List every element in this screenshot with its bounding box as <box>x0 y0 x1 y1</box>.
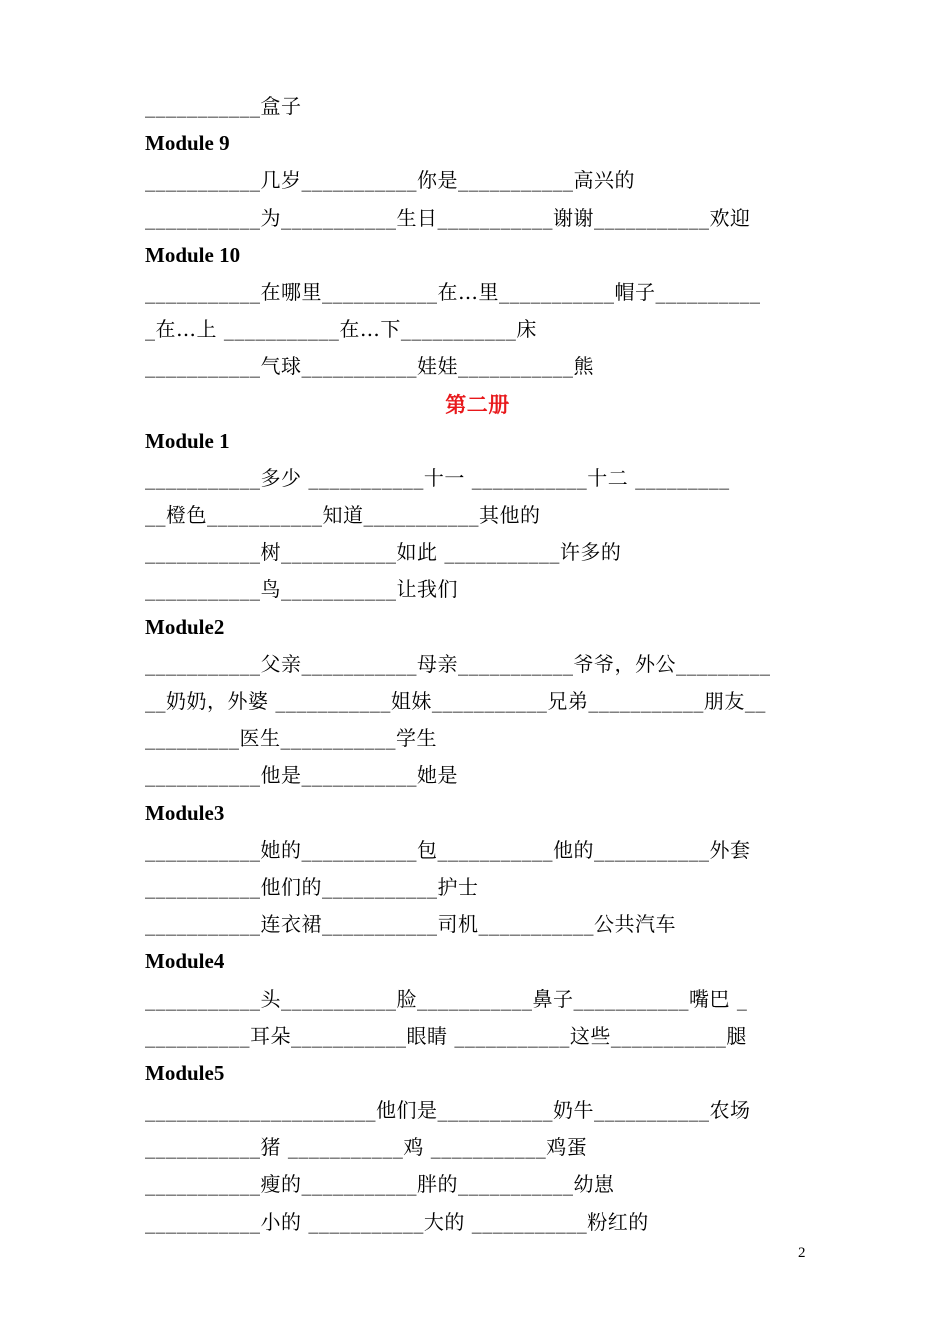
vocab-line: ___________气球___________娃娃___________熊 <box>145 354 594 379</box>
vocab-line: ___________瘦的___________胖的___________幼崽 <box>145 1172 615 1197</box>
module-heading: Module 10 <box>145 242 241 267</box>
vocab-line: ___________树___________如此 ___________许多的 <box>145 540 622 565</box>
vocab-line: ___________连衣裙___________司机___________公共汽车 <box>145 912 676 937</box>
module-heading: Module 9 <box>145 131 230 156</box>
vocab-line: ___________父亲___________母亲___________爷爷，外公_________ <box>145 651 771 676</box>
vocab-line: ___________他们的___________护士 <box>145 874 479 899</box>
section-title: 第二册 <box>445 391 510 417</box>
module-heading: Module5 <box>145 1060 225 1085</box>
vocab-line: __奶奶，外婆 ___________姐妹___________兄弟___________朋友__ <box>145 689 766 713</box>
module-heading: Module3 <box>145 800 225 825</box>
module-heading: Module4 <box>145 949 225 974</box>
vocab-line: ___________她的___________包___________他的___________外套 <box>145 837 751 862</box>
vocab-line: __________耳朵___________眼睛 ___________这些___________腿 <box>145 1023 747 1048</box>
vocab-line: _在…上 ___________在…下___________床 <box>145 317 537 342</box>
vocab-line: ___________他是___________她是 <box>145 763 458 788</box>
module-heading: Module 1 <box>145 428 230 453</box>
vocab-line: ___________猪 ___________鸡 ___________鸡蛋 <box>145 1135 588 1160</box>
vocab-line: ___________头___________脸___________鼻子___________嘴巴 _ <box>145 986 748 1011</box>
vocab-line: ___________在哪里___________在…里___________帽子__________ <box>145 279 761 304</box>
vocab-line: ______________________他们是___________奶牛___________农场 <box>145 1098 751 1123</box>
vocab-line: __橙色___________知道___________其他的 <box>145 503 541 528</box>
vocab-line: ___________多少 ___________十一 ___________十二 _________ <box>145 465 730 490</box>
vocab-line: ___________小的 ___________大的 ___________粉红的 <box>145 1209 649 1234</box>
vocab-line: ___________鸟___________让我们 <box>145 577 458 602</box>
vocab-line: _________医生___________学生 <box>145 726 437 751</box>
vocab-line: ___________为___________生日___________谢谢___________欢迎 <box>145 205 751 230</box>
page-number: 2 <box>798 1245 806 1261</box>
vocab-line: ___________盒子 <box>145 94 302 118</box>
worksheet-page <box>145 88 810 1241</box>
vocab-line: ___________几岁___________你是___________高兴的 <box>145 168 635 193</box>
module-heading: Module2 <box>145 614 225 639</box>
